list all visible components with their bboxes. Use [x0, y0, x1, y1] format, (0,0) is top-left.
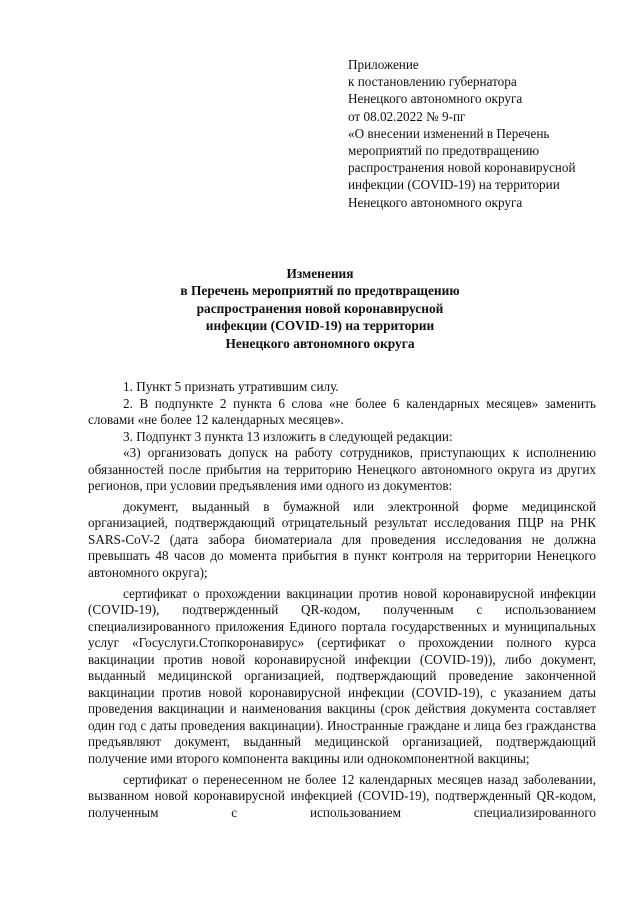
- paragraph-item-3: 3. Подпункт 3 пункта 13 изложить в следующей редакции:: [123, 428, 453, 444]
- appendix-line: Приложение: [348, 57, 419, 72]
- paragraph-vaccination-certificate: сертификат о прохождении вакцинации против новой коронавирусной инфекции (COVID-19), подтвержденный QR-кодом, полученным с использованием специализированного приложения Единого портала государственных и муниципальных услуг «Госуслуги.Стопкоронавирус» (сертификат о прохождении полного курса вакцинации против новой коронавирусной инфекции (COVID-19)), либо документ, выданный медицинской организацией, подтверждающий проведение законченной вакцинации против новой коронавирусной инфекции (COVID-19), с указанием даты проведения вакцинации и наименования вакцины (срок действия документа составляет один год с даты проведения вакцинации). Иностранные граждане и лица без гражданства предъявляют документ, выданный медицинской организацией, подтверждающий получение ими второго компонента вакцины или однокомпонентной вакцины;: [88, 585, 596, 767]
- paragraph-subitem-3: «3) организовать допуск на работу сотрудников, приступающих к исполнению обязанностей после прибытия на территорию Ненецкого автономного округа из других регионов, при условии предъявления ими одного из документов:: [88, 445, 596, 494]
- appendix-block: [348, 56, 620, 211]
- appendix-line: инфекции (COVID-19) на территории: [348, 177, 560, 193]
- paragraph-recovery-certificate: сертификат о перенесенном не более 12 календарных месяцев назад заболевании, вызванном новой коронавирусной инфекцией (COVID-19), подтвержденный QR-кодом, полученным с использованием специализированного: [88, 771, 596, 820]
- title-line: Ненецкого автономного округа: [225, 335, 415, 351]
- appendix-line: Ненецкого автономного округа: [348, 194, 523, 210]
- paragraph-item-2: 2. В подпункте 2 пункта 6 слова «не более 6 календарных месяцев» заменить словами «не более 12 календарных месяцев».: [88, 395, 596, 428]
- appendix-line: Ненецкого автономного округа: [348, 91, 523, 107]
- appendix-line: от 08.02.2022 № 9-пг: [348, 108, 466, 124]
- appendix-line: распространения новой коронавирусной: [348, 160, 576, 176]
- title-line: Изменения: [286, 266, 354, 281]
- title-line: распространения новой коронавирусной: [196, 300, 444, 316]
- paragraph-item-1: 1. Пункт 5 признать утратившим силу.: [123, 379, 339, 394]
- document-body: [88, 379, 596, 821]
- document-title: [90, 265, 550, 352]
- appendix-line: «О внесении изменений в Перечень: [348, 125, 550, 141]
- title-line: в Перечень мероприятий по предотвращению: [180, 283, 460, 299]
- appendix-line: к постановлению губернатора: [348, 74, 517, 90]
- title-line: инфекции (COVID-19) на территории: [205, 318, 435, 334]
- paragraph-pcr-document: документ, выданный в бумажной или электронной форме медицинской организацией, подтверждающий отрицательный результат исследования ПЦР на РНК SARS-CoV-2 (дата забора биоматериала для проведения исследования не должна превышать 48 часов до момента прибытия в пункт контроля на территории Ненецкого автономного округа);: [88, 498, 596, 581]
- appendix-line: мероприятий по предотвращению: [348, 143, 540, 159]
